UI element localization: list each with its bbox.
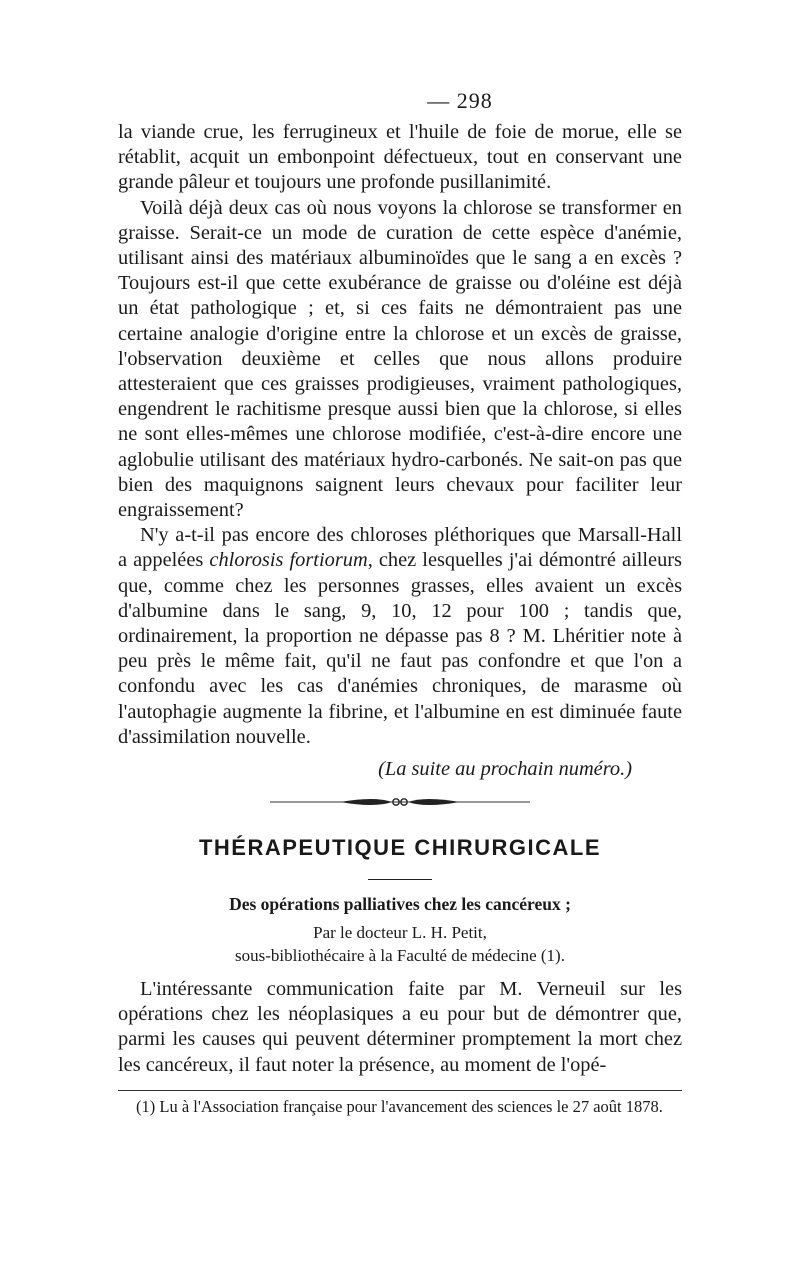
article-title: Des opérations palliatives chez les cancéreux ; bbox=[229, 894, 571, 915]
page-number: — 298 bbox=[427, 88, 493, 113]
byline: Par le docteur L. H. Petit, bbox=[313, 923, 487, 943]
paragraph-text: , chez lesquelles j'ai démontré ailleurs que, comme chez les personnes grasses, elles avaient un excès d'albumine dans le sang, 9, 10, 12 pour 100 ; tandis que, ordinairement, la proportion ne dépasse pas 8 ? M. Lhéritier note à peu près le même fait, qu'il ne faut pas confondre et que l'on a confondu avec les cas d'anémies chroniques, de marasme où l'autophagie augmente la fibrine, et l'albumine en est diminuée faute d'assimilation nouvelle. bbox=[118, 549, 682, 748]
footnote-rule bbox=[118, 1090, 682, 1091]
paragraph: L'intéressante communication faite par M. Verneuil sur les opérations chez les néoplasiques a eu pour but de démontrer que, parmi les causes qui peuvent déterminer promptement la mort chez les cancéreux, il faut noter la présence, au moment de l'opé- bbox=[118, 978, 682, 1076]
document-page bbox=[118, 88, 682, 1117]
ornament-divider bbox=[270, 795, 530, 809]
latin-term: chlorosis fortiorum bbox=[209, 549, 368, 572]
footnote: (1) Lu à l'Association française pour l'avancement des sciences le 27 août 1878. bbox=[136, 1096, 663, 1116]
paragraph: Voilà déjà deux cas où nous voyons la chlorose se transformer en graisse. Serait-ce un mode de curation de cette espèce d'anémie, utilisant ainsi des matériaux albuminoïdes que le sang a en excès ? Toujours est-il que cette exubérance de graisse ou d'oléine est déjà un état pathologique ; et, si ces faits ne démontraient pas une certaine analogie d'origine entre la chlorose et un excès de graisse, l'observation deuxième et celles que nous allons produire attesteraient que ces graisses prodigieuses, vraiment pathologiques, engendrent le rachitisme presque aussi bien que la chlorose, si elles ne sont elles-mêmes une chlorose modifiée, c'est-à-dire encore une aglobulie utilisant des matériaux hydro-carbonés. Ne sait-on pas que bien des maquignons saignent leurs chevaux pour faciliter leur engraissement? bbox=[118, 196, 682, 522]
section-title: THÉRAPEUTIQUE CHIRURGICALE bbox=[198, 835, 601, 861]
paragraph bbox=[118, 523, 682, 750]
paragraph-text: N'y a-t-il pas encore des chloroses pléthoriques que Marsall-Hall a appelées bbox=[118, 524, 682, 572]
paragraph: la viande crue, les ferrugineux et l'huile de foie de morue, elle se rétablit, acquit un embonpoint défectueux, tout en conservant une grande pâleur et toujours une profonde pusillanimité. bbox=[118, 121, 682, 194]
continued-note: (La suite au prochain numéro.) bbox=[378, 758, 632, 781]
author-affiliation: sous-bibliothécaire à la Faculté de médecine (1). bbox=[235, 946, 565, 966]
title-rule bbox=[368, 879, 432, 880]
